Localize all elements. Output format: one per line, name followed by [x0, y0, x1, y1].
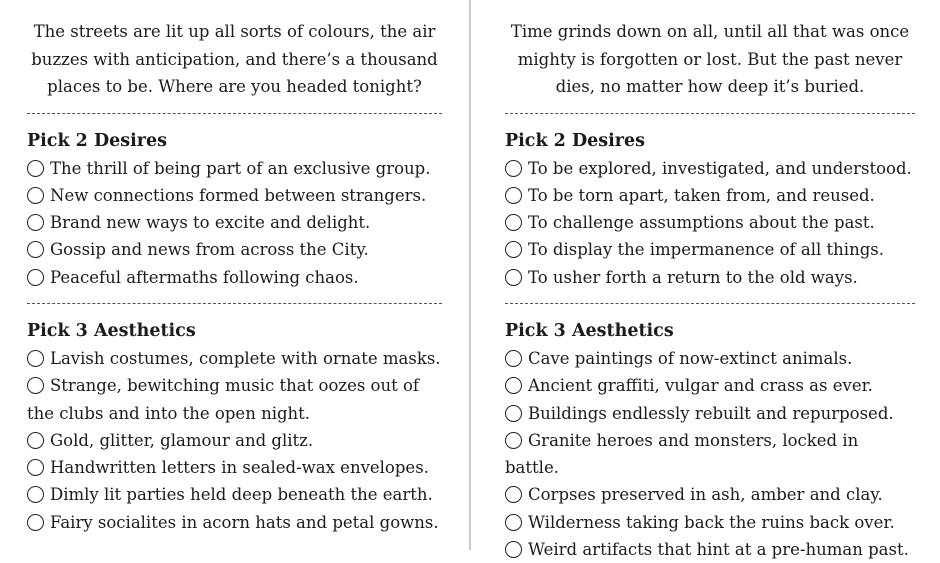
option-label: To usher forth a return to the old ways. — [528, 267, 858, 287]
left-desire-option[interactable] — [27, 236, 442, 263]
dashed-separator — [27, 113, 442, 114]
radio-circle-icon[interactable] — [505, 377, 522, 394]
left-desire-option[interactable] — [27, 209, 442, 236]
option-label: Dimly lit parties held deep beneath the earth. — [50, 485, 433, 505]
left-desire-option[interactable] — [27, 264, 442, 291]
option-label: To challenge assumptions about the past. — [528, 213, 875, 233]
right-aesthetics-heading: Pick 3 Aesthetics — [505, 320, 674, 341]
right-desire-option[interactable] — [505, 209, 915, 236]
right-desires-heading: Pick 2 Desires — [505, 130, 645, 151]
option-label: Wilderness taking back the ruins back over. — [528, 512, 895, 532]
left-desires-heading: Pick 2 Desires — [27, 130, 167, 151]
right-aesthetic-option[interactable] — [505, 536, 915, 563]
right-aesthetic-option[interactable] — [505, 372, 915, 399]
radio-circle-icon[interactable] — [27, 350, 44, 367]
dashed-separator — [505, 113, 915, 114]
left-intro-text: The streets are lit up all sorts of colours, the air buzzes with anticipation, and there’s a thousand places to be. Where are you headed tonight? — [31, 22, 438, 96]
radio-circle-icon[interactable] — [27, 459, 44, 476]
option-label: Corpses preserved in ash, amber and clay. — [528, 485, 883, 505]
option-label: New connections formed between strangers. — [50, 185, 427, 205]
option-label: To be torn apart, taken from, and reused. — [528, 185, 875, 205]
left-aesthetic-option[interactable] — [27, 454, 442, 481]
option-label: Peaceful aftermaths following chaos. — [50, 267, 359, 287]
option-label: Weird artifacts that hint at a pre-human past. — [528, 540, 909, 560]
radio-circle-icon[interactable] — [505, 187, 522, 204]
radio-circle-icon[interactable] — [27, 187, 44, 204]
right-aesthetic-option[interactable] — [505, 427, 915, 482]
radio-circle-icon[interactable] — [505, 350, 522, 367]
right-aesthetic-option[interactable] — [505, 481, 915, 508]
right-aesthetic-option[interactable] — [505, 345, 915, 372]
right-desire-option[interactable] — [505, 155, 915, 182]
left-aesthetic-option[interactable] — [27, 345, 442, 372]
radio-circle-icon[interactable] — [505, 214, 522, 231]
left-aesthetic-option[interactable] — [27, 372, 442, 427]
option-label: Gold, glitter, glamour and glitz. — [50, 430, 314, 450]
left-aesthetic-option[interactable] — [27, 509, 442, 536]
option-label: To be explored, investigated, and understood. — [528, 158, 912, 178]
radio-circle-icon[interactable] — [27, 514, 44, 531]
option-label: To display the impermanence of all things. — [528, 240, 884, 260]
radio-circle-icon[interactable] — [505, 514, 522, 531]
left-column — [27, 0, 442, 536]
radio-circle-icon[interactable] — [27, 269, 44, 286]
option-label: The thrill of being part of an exclusive group. — [50, 158, 431, 178]
left-desire-option[interactable] — [27, 182, 442, 209]
column-divider — [469, 0, 471, 550]
option-label: Lavish costumes, complete with ornate masks. — [50, 348, 441, 368]
radio-circle-icon[interactable] — [505, 541, 522, 558]
radio-circle-icon[interactable] — [505, 269, 522, 286]
option-label: Cave paintings of now-extinct animals. — [528, 348, 853, 368]
right-column — [505, 0, 915, 563]
option-label: Ancient graffiti, vulgar and crass as ever. — [528, 376, 873, 396]
radio-circle-icon[interactable] — [505, 486, 522, 503]
option-label: Fairy socialites in acorn hats and petal gowns. — [50, 512, 439, 532]
radio-circle-icon[interactable] — [27, 486, 44, 503]
radio-circle-icon[interactable] — [27, 432, 44, 449]
right-desire-option[interactable] — [505, 264, 915, 291]
right-aesthetic-option[interactable] — [505, 400, 915, 427]
right-desire-option[interactable] — [505, 182, 915, 209]
option-label: Buildings endlessly rebuilt and repurposed. — [528, 403, 894, 423]
dashed-separator — [505, 303, 915, 304]
dashed-separator — [27, 303, 442, 304]
option-label: Strange, bewitching music that oozes out of the clubs and into the open night. — [27, 376, 420, 423]
option-label: Granite heroes and monsters, locked in battle. — [505, 430, 859, 478]
radio-circle-icon[interactable] — [505, 405, 522, 422]
radio-circle-icon[interactable] — [27, 160, 44, 177]
radio-circle-icon[interactable] — [27, 377, 44, 394]
option-label: Handwritten letters in sealed-wax envelopes. — [50, 458, 429, 478]
left-aesthetics-heading: Pick 3 Aesthetics — [27, 320, 196, 341]
left-aesthetic-option[interactable] — [27, 427, 442, 454]
radio-circle-icon[interactable] — [27, 214, 44, 231]
right-aesthetic-option[interactable] — [505, 509, 915, 536]
right-desire-option[interactable] — [505, 236, 915, 263]
radio-circle-icon[interactable] — [505, 432, 522, 449]
option-label: Gossip and news from across the City. — [50, 240, 369, 260]
radio-circle-icon[interactable] — [505, 241, 522, 258]
left-aesthetic-option[interactable] — [27, 481, 442, 508]
radio-circle-icon[interactable] — [27, 241, 44, 258]
left-desire-option[interactable] — [27, 155, 442, 182]
option-label: Brand new ways to excite and delight. — [50, 213, 371, 233]
right-intro-text: Time grinds down on all, until all that was once mighty is forgotten or lost. But the past never dies, no matter how deep it’s buried. — [510, 22, 910, 96]
radio-circle-icon[interactable] — [505, 160, 522, 177]
